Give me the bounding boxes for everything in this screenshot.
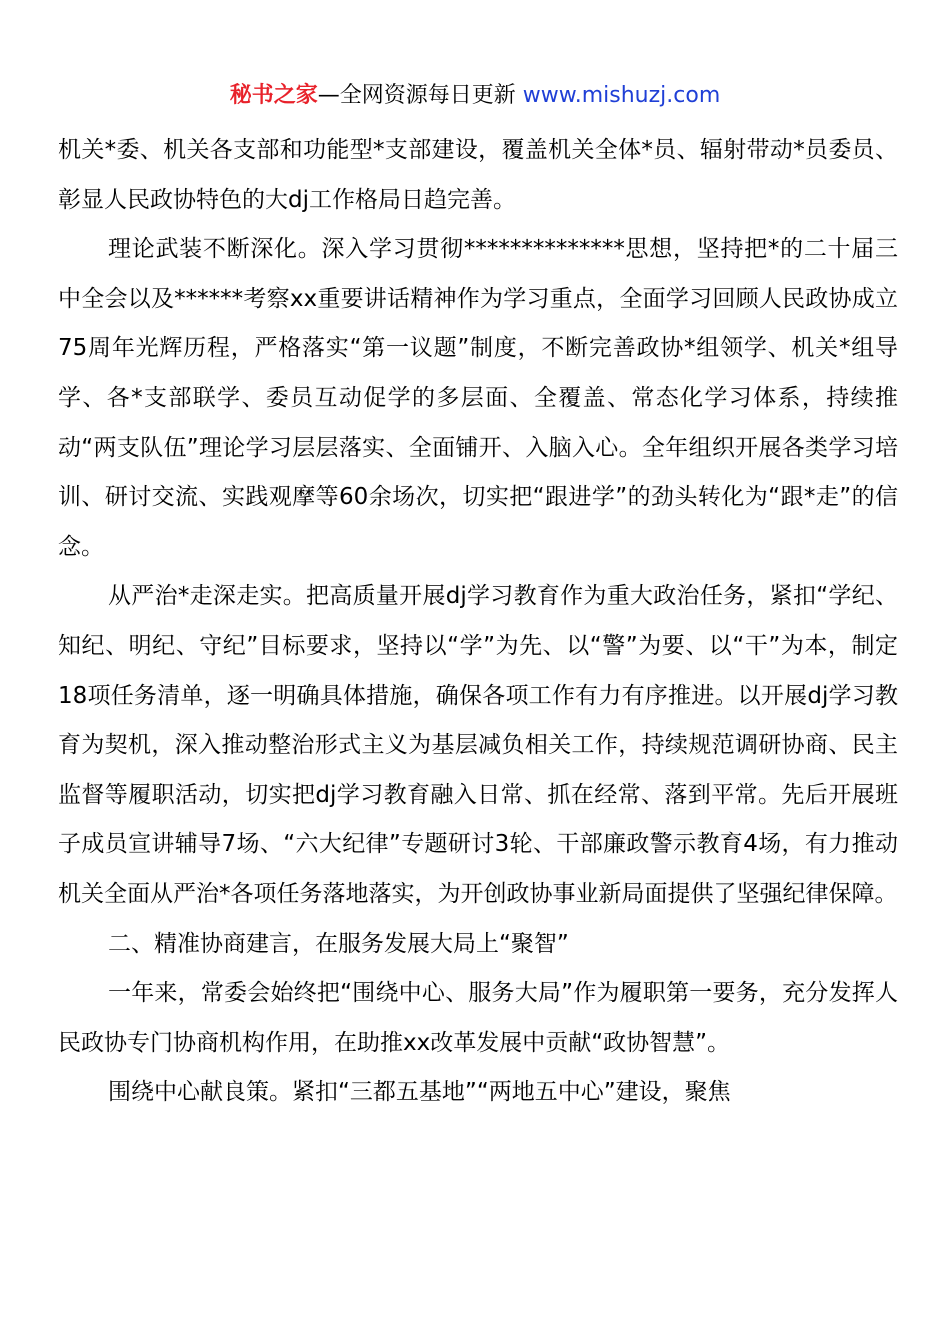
paragraph-proposals: 围绕中心献良策。紧扣“三都五基地”“两地五中心”建设，聚焦 <box>108 1079 731 1106</box>
paragraph-consultation: 一年来，常委会始终把“围绕中心、服务大局”作为履职第一要务，充分发挥人民政协专门协商机构作用，在助推xx改革发展中贡献“政协智慧”。 <box>58 980 898 1056</box>
brand-name: 秘书之家 <box>229 83 318 108</box>
paragraph-discipline: 从严治*走深走实。把高质量开展dj学习教育作为重大政治任务，紧扣“学纪、知纪、明纪、守纪”目标要求，坚持以“学”为先、以“警”为要、以“干”为本，制定18项任务清单，逐一明确具体措施，确保各项工作有力有序推进。以开展dj学习教育为契机，深入推动整治形式主义为基层减负相关工作，持续规范调研协商、民主监督等履职活动，切实把dj学习教育融入日常、抓在经常、落到平常。先后开展班子成员宣讲辅导7场、“六大纪律”专题研讨3轮、干部廉政警示教育4场，有力推动机关全面从严治*各项任务落地落实，为开创政协事业新局面提供了坚强纪律保障。 <box>58 583 898 907</box>
header-tagline: —全网资源每日更新 <box>317 83 516 108</box>
page-header <box>0 80 950 112</box>
paragraph-theory: 理论武装不断深化。深入学习贯彻**************思想，坚持把*的二十届三中全会以及******考察xx重要讲话精神作为学习重点，全面学习回顾人民政协成立75周年光辉历程，严格落实“第一议题”制度，不断完善政协*组领学、机关*组导学、各*支部联学、委员互动促学的多层面、全覆盖、常态化学习体系，持续推动“两支队伍”理论学习层层落实、全面铺开、入脑入心。全年组织开展各类学习培训、研讨交流、实践观摩等60余场次，切实把“跟进学”的劲头转化为“跟*走”的信念。 <box>58 236 898 560</box>
document-body <box>58 126 898 1118</box>
site-url[interactable]: www.mishuzj.com <box>522 83 721 108</box>
paragraph-continued: 机关*委、机关各支部和功能型*支部建设，覆盖机关全体*员、辐射带动*员委员、彰显人民政协特色的大dj工作格局日趋完善。 <box>58 137 898 213</box>
section-heading: 二、精准协商建言，在服务发展大局上“聚智” <box>108 930 569 957</box>
